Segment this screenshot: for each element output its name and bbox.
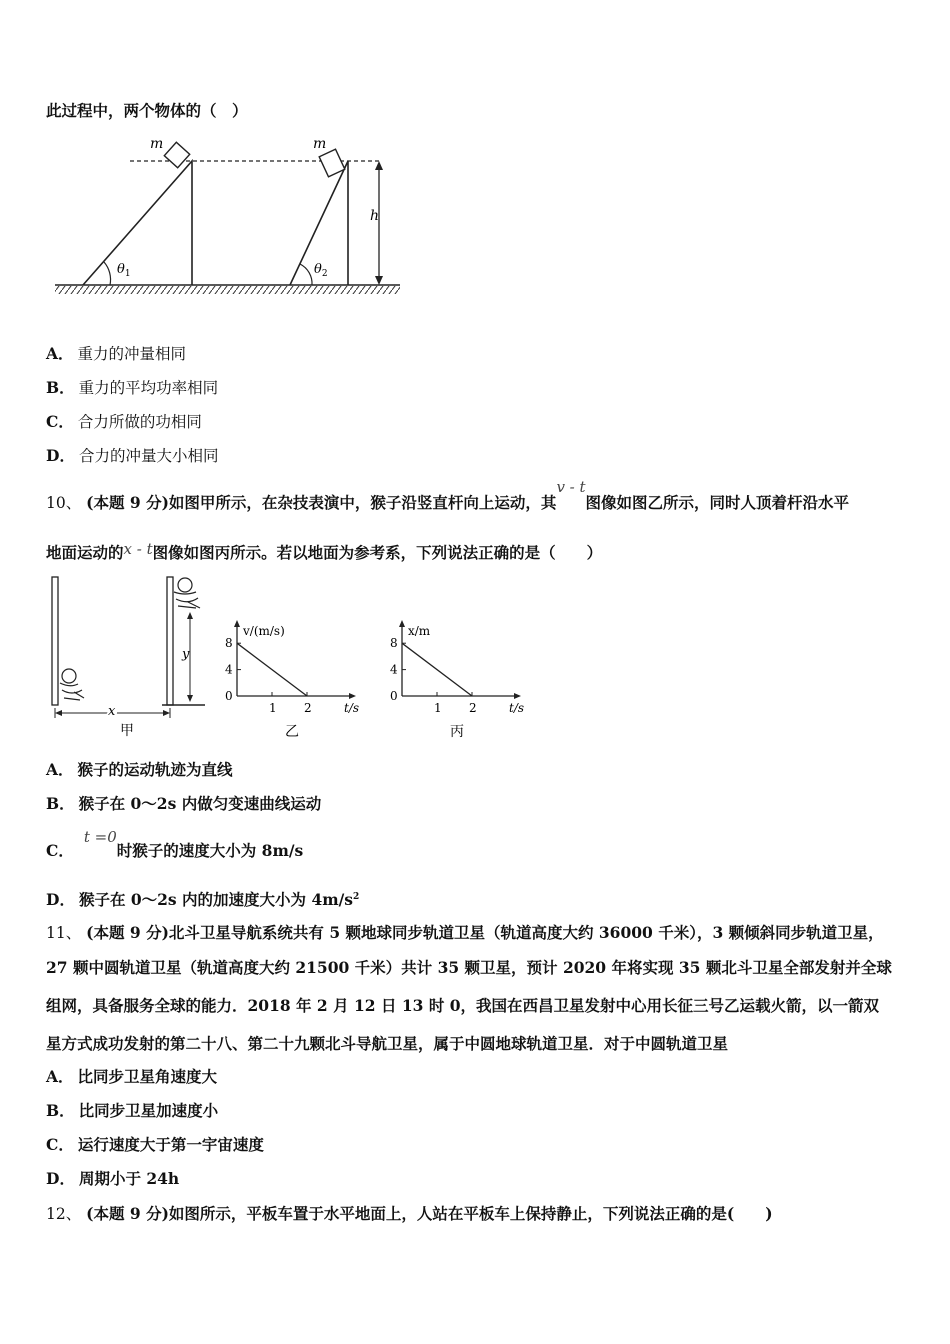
q9-option-c[interactable]: C． 合力所做的功相同 [46, 412, 202, 431]
q12-stem: 12、 (本题 9 分)如图所示，平板车置于水平地面上，人站在平板车上保持静止，下列说法正确的是( ) [46, 1204, 773, 1223]
yi-y-axis-label: v/(m/s) [243, 624, 285, 638]
q9-option-a[interactable]: A． 重力的冲量相同 [46, 344, 187, 363]
chart-bing-group [390, 620, 524, 740]
left-angle-arc [104, 262, 111, 285]
q10-stem-line2: 地面运动的x - t图像如图丙所示。若以地面为参考系，下列说法正确的是（ ） [46, 540, 603, 562]
yi-caption: 乙 [285, 724, 299, 740]
monkey-left-icon [60, 669, 84, 700]
yi-y-axis-arrow [234, 620, 240, 627]
left-pole [52, 577, 58, 705]
q9-option-d[interactable]: D． 合力的冲量大小相同 [46, 446, 219, 465]
chart-bing [380, 620, 540, 745]
yi-series-line [237, 643, 307, 696]
right-angle-label: $\theta_2$ [314, 262, 328, 279]
q11-stem-line2: 27 颗中圆轨道卫星（轨道高度大约 21500 千米）共计 35 颗卫星，预计 2020 年将实现 35 颗北斗卫星全部发射并全球 [46, 958, 892, 977]
q11-option-b[interactable]: B． 比同步卫星加速度小 [46, 1101, 219, 1120]
q10-stem-line1: 10、 (本题 9 分)如图甲所示，在杂技表演中，猴子沿竖直杆向上运动，其v - t图像如图乙所示，同时人顶着杆沿水平 [46, 478, 850, 512]
bing-caption: 丙 [450, 724, 464, 740]
right-mass-label: m [313, 136, 327, 152]
q10-option-b[interactable]: B． 猴子在 0～2s 内做匀变速曲线运动 [46, 794, 322, 813]
right-angle-arc [300, 264, 312, 285]
q11-stem-line3: 组网，具备服务全球的能力．2018 年 2 月 12 日 13 时 0，我国在西昌卫星发射中心用长征三号乙运载火箭，以一箭双 [46, 996, 880, 1015]
bing-y-axis-label: x/m [408, 624, 431, 638]
height-label: h [370, 208, 380, 224]
yi-x-tick-label-1: 1 [269, 701, 277, 715]
bing-y-tick-label-0: 0 [390, 689, 398, 703]
bing-x-tick-label-2: 2 [469, 701, 477, 715]
q10-option-a[interactable]: A． 猴子的运动轨迹为直线 [46, 760, 233, 779]
left-incline [83, 161, 192, 285]
yi-y-tick-label-0: 0 [225, 689, 233, 703]
caption-jia: 甲 [120, 723, 134, 739]
incline-figure [50, 130, 410, 300]
bing-y-tick-label-8: 8 [390, 636, 398, 651]
yi-x-axis-arrow [349, 693, 356, 699]
yi-y-tick-label-8: 8 [225, 636, 233, 651]
bing-y-axis-arrow [399, 620, 405, 627]
bing-x-axis-label: t/s [509, 701, 525, 715]
q11-stem-line1: 11、 (本题 9 分)北斗卫星导航系统共有 5 颗地球同步轨道卫星（轨道高度大约 36000 千米），3 颗倾斜同步轨道卫星， [46, 923, 884, 942]
left-block [164, 142, 189, 167]
x-label: x [108, 704, 116, 719]
yi-x-axis-label: t/s [344, 701, 360, 715]
q11-option-c[interactable]: C． 运行速度大于第一宇宙速度 [46, 1135, 264, 1154]
bing-series-line [402, 643, 472, 696]
q10-option-d[interactable]: D． 猴子在 0～2s 内的加速度大小为 $4m/s^2$ [46, 890, 360, 910]
yi-x-tick-label-2: 2 [304, 701, 312, 715]
figure-jia [40, 572, 215, 747]
q11-stem-line4: 星方式成功发射的第二十八、第二十九颗北斗导航卫星，属于中圆地球轨道卫星．对于中圆轨道卫星 [46, 1034, 729, 1053]
chart-yi [215, 620, 375, 745]
q11-option-d[interactable]: D． 周期小于 24h [46, 1169, 180, 1188]
bing-x-tick-label-1: 1 [434, 701, 442, 715]
q11-option-a[interactable]: A． 比同步卫星角速度大 [46, 1067, 218, 1086]
monkey-right-icon [174, 578, 200, 608]
y-label: y [182, 647, 190, 662]
chart-yi-group [225, 620, 359, 740]
ground-hatch [55, 286, 400, 294]
height-arrow-bottom [375, 276, 383, 285]
bing-y-tick-label-4: 4 [390, 662, 398, 677]
q9-option-b[interactable]: B． 重力的平均功率相同 [46, 378, 219, 397]
question-intro: 此过程中，两个物体的（ ） [46, 101, 248, 120]
left-angle-label: $\theta_1$ [117, 262, 131, 279]
left-mass-label: m [150, 136, 164, 152]
q10-option-c[interactable]: C．t =0时猴子的速度大小为 8m/s [46, 828, 304, 860]
yi-y-tick-label-4: 4 [225, 662, 233, 677]
bing-x-axis-arrow [514, 693, 521, 699]
height-arrow-top [375, 161, 383, 170]
right-pole [167, 577, 173, 705]
right-block [319, 149, 345, 177]
